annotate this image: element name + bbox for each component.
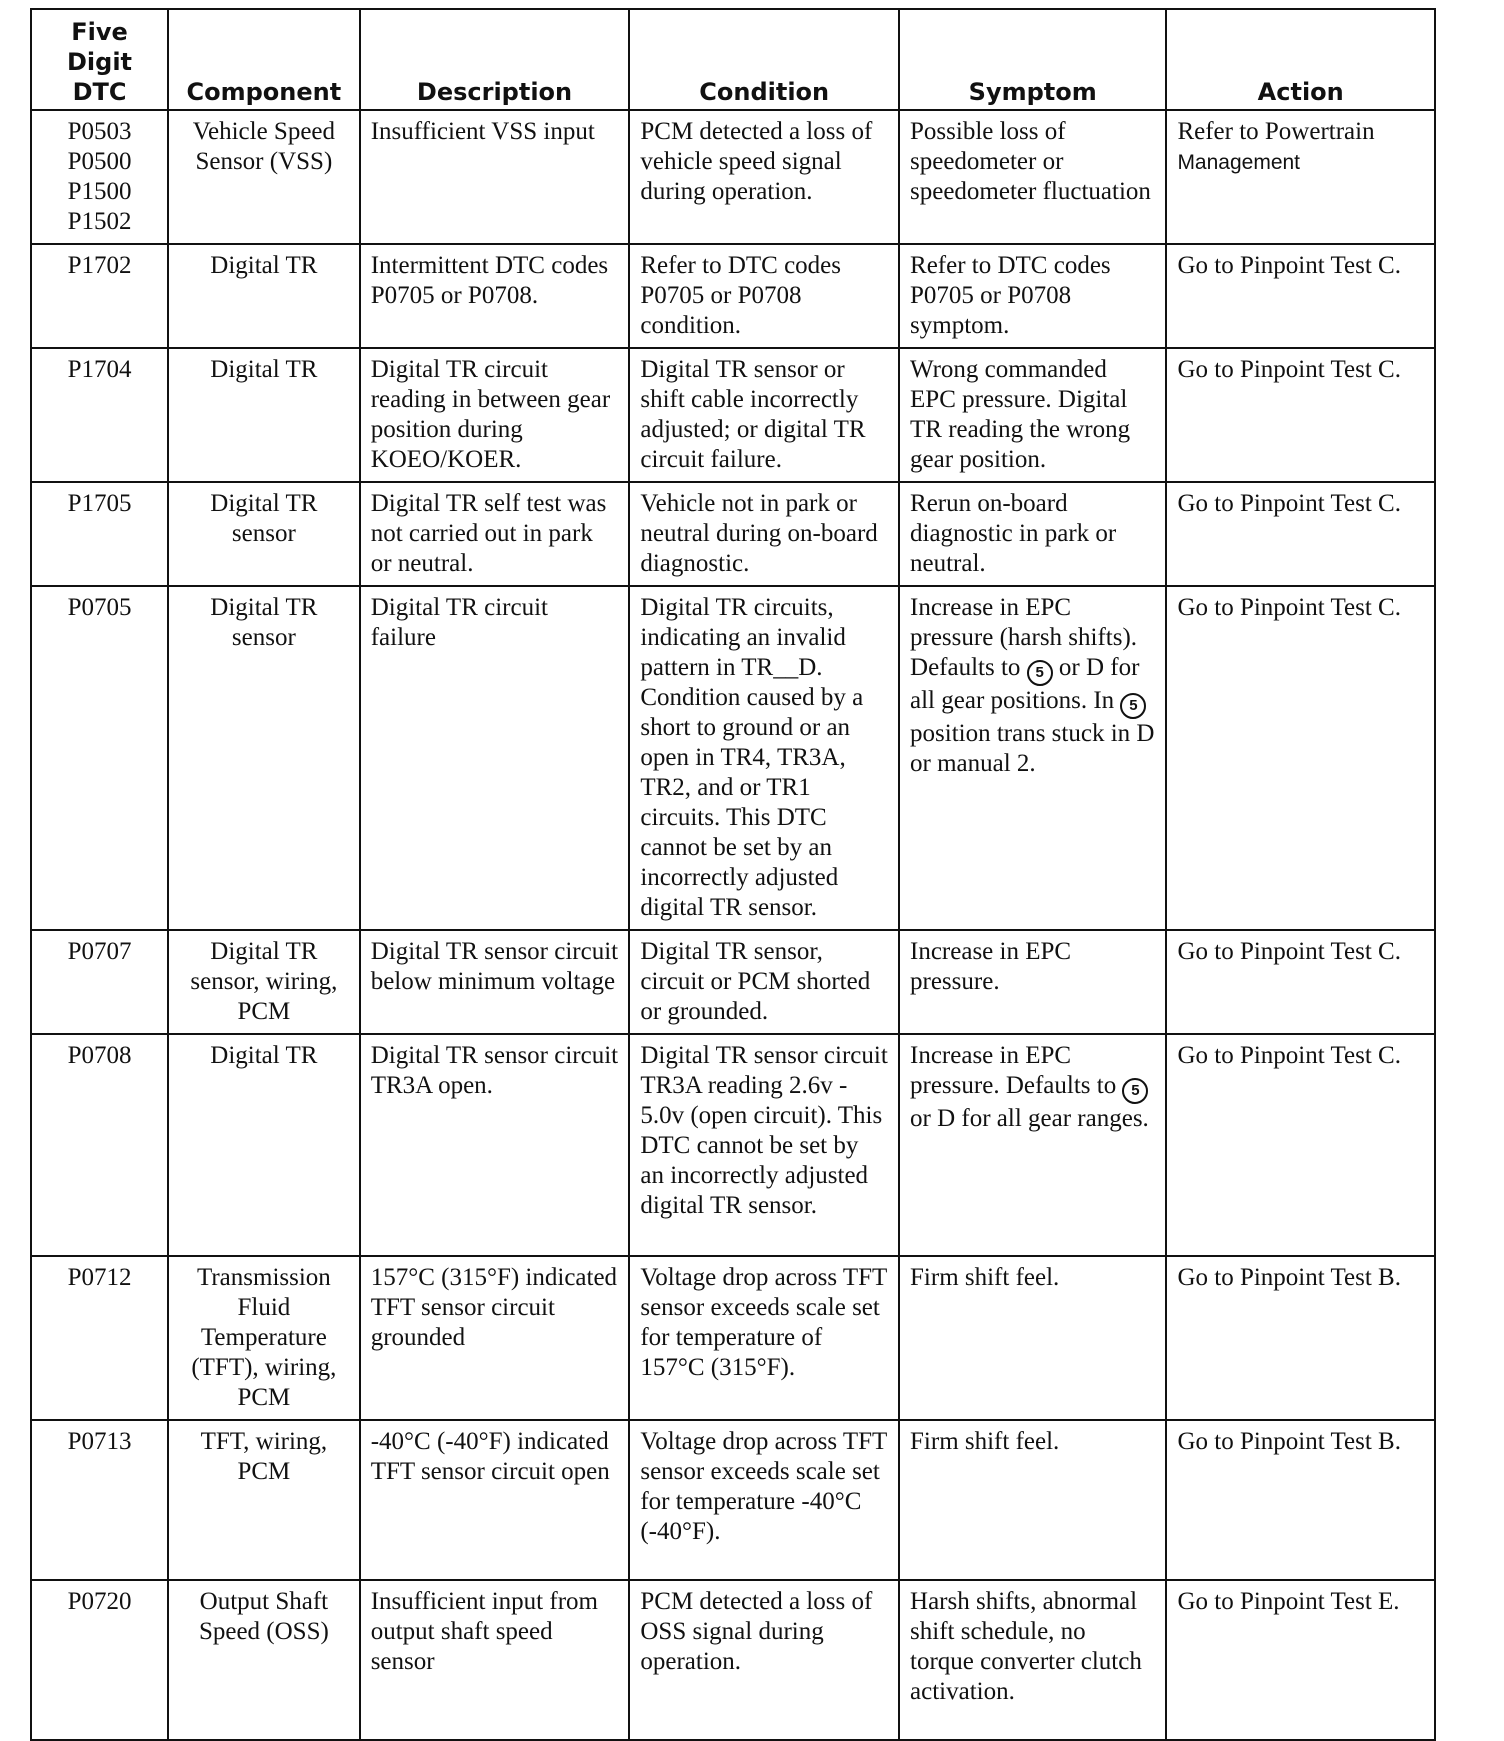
header-description: Description	[360, 9, 630, 110]
action-cell: Go to Pinpoint Test B.	[1166, 1256, 1435, 1420]
action-cell: Go to Pinpoint Test C.	[1166, 482, 1435, 586]
component-cell: Output Shaft Speed (OSS)	[168, 1580, 360, 1740]
table-row	[31, 1034, 1435, 1256]
component-cell: Digital TR sensor	[168, 586, 360, 930]
table-row	[31, 482, 1435, 586]
condition-cell: Refer to DTC codes P0705 or P0708 condition.	[629, 244, 899, 348]
condition-cell: Digital TR circuits, indicating an invalid pattern in TR__D. Condition caused by a short to ground or an open in TR4, TR3A, TR2, and or TR1 circuits. This DTC cannot be set by an incorrectly adjusted digital TR sensor.	[629, 586, 899, 930]
condition-cell: Digital TR sensor or shift cable incorrectly adjusted; or digital TR circuit failure.	[629, 348, 899, 482]
symptom-text: or D for all gear positions. In	[910, 654, 1140, 714]
action-cell: Go to Pinpoint Test C.	[1166, 1034, 1435, 1256]
description-cell: Insufficient VSS input	[360, 110, 630, 244]
condition-cell: Voltage drop across TFT sensor exceeds scale set for temperature -40°C (-40°F).	[629, 1420, 899, 1580]
header-row	[31, 9, 1435, 110]
action-cell: Go to Pinpoint Test B.	[1166, 1420, 1435, 1580]
action-text: Refer to Powertrain	[1177, 118, 1375, 145]
component-cell: Digital TR	[168, 244, 360, 348]
table-row	[31, 110, 1435, 244]
description-cell: Insufficient input from output shaft speed sensor	[360, 1580, 630, 1740]
table-row	[31, 1580, 1435, 1740]
dtc-code: P1702	[31, 244, 168, 348]
component-cell: Digital TR	[168, 1034, 360, 1256]
component-cell: Digital TR sensor, wiring, PCM	[168, 930, 360, 1034]
dtc-code: P0708	[31, 1034, 168, 1256]
symptom-cell: Firm shift feel.	[899, 1420, 1166, 1580]
symptom-cell	[899, 586, 1166, 930]
description-cell: Digital TR sensor circuit TR3A open.	[360, 1034, 630, 1256]
park-circle-symbol: 5	[1122, 1078, 1148, 1104]
symptom-cell: Rerun on-board diagnostic in park or neutral.	[899, 482, 1166, 586]
dtc-code: P0707	[31, 930, 168, 1034]
dtc-code: P0503 P0500 P1500 P1502	[31, 110, 168, 244]
action-cell	[1166, 110, 1435, 244]
description-cell: 157°C (315°F) indicated TFT sensor circuit grounded	[360, 1256, 630, 1420]
symptom-cell: Harsh shifts, abnormal shift schedule, no torque converter clutch activation.	[899, 1580, 1166, 1740]
action-cell: Go to Pinpoint Test C.	[1166, 348, 1435, 482]
action-cell: Go to Pinpoint Test C.	[1166, 244, 1435, 348]
dtc-code: P1705	[31, 482, 168, 586]
condition-cell: PCM detected a loss of OSS signal during operation.	[629, 1580, 899, 1740]
park-circle-symbol: 5	[1027, 660, 1053, 686]
dtc-code: P0713	[31, 1420, 168, 1580]
table-row	[31, 586, 1435, 930]
dtc-code: P0705	[31, 586, 168, 930]
component-cell: Digital TR	[168, 348, 360, 482]
header-symptom: Symptom	[899, 9, 1166, 110]
description-cell: Intermittent DTC codes P0705 or P0708.	[360, 244, 630, 348]
symptom-text: Increase in EPC pressure. Defaults to	[910, 1042, 1117, 1099]
park-circle-symbol: 5	[1120, 693, 1146, 719]
condition-cell: Voltage drop across TFT sensor exceeds scale set for temperature of 157°C (315°F).	[629, 1256, 899, 1420]
symptom-cell	[899, 1034, 1166, 1256]
header-condition: Condition	[629, 9, 899, 110]
dtc-code: P0720	[31, 1580, 168, 1740]
description-cell: -40°C (-40°F) indicated TFT sensor circuit open	[360, 1420, 630, 1580]
dtc-table	[30, 8, 1436, 1741]
action-cell: Go to Pinpoint Test C.	[1166, 930, 1435, 1034]
description-cell: Digital TR sensor circuit below minimum voltage	[360, 930, 630, 1034]
symptom-cell: Refer to DTC codes P0705 or P0708 symptom.	[899, 244, 1166, 348]
table-row	[31, 348, 1435, 482]
symptom-text: or D for all gear ranges.	[910, 1105, 1149, 1132]
symptom-cell: Wrong commanded EPC pressure. Digital TR reading the wrong gear position.	[899, 348, 1166, 482]
dtc-code: P0712	[31, 1256, 168, 1420]
description-cell: Digital TR circuit reading in between gear position during KOEO/KOER.	[360, 348, 630, 482]
action-cell: Go to Pinpoint Test C.	[1166, 586, 1435, 930]
symptom-text: position trans stuck in D or manual 2.	[910, 720, 1155, 777]
condition-cell: Digital TR sensor, circuit or PCM shorted or grounded.	[629, 930, 899, 1034]
action-cell: Go to Pinpoint Test E.	[1166, 1580, 1435, 1740]
dtc-code: P1704	[31, 348, 168, 482]
description-cell: Digital TR circuit failure	[360, 586, 630, 930]
header-action: Action	[1166, 9, 1435, 110]
condition-cell: Digital TR sensor circuit TR3A reading 2.6v - 5.0v (open circuit). This DTC cannot be set by an incorrectly adjusted digital TR sensor.	[629, 1034, 899, 1256]
condition-cell: PCM detected a loss of vehicle speed signal during operation.	[629, 110, 899, 244]
symptom-cell: Possible loss of speedometer or speedometer fluctuation	[899, 110, 1166, 244]
table-row	[31, 244, 1435, 348]
table-row	[31, 930, 1435, 1034]
component-cell: TFT, wiring, PCM	[168, 1420, 360, 1580]
header-dtc: Five Digit DTC	[31, 9, 168, 110]
component-cell: Digital TR sensor	[168, 482, 360, 586]
symptom-cell: Firm shift feel.	[899, 1256, 1166, 1420]
condition-cell: Vehicle not in park or neutral during on-board diagnostic.	[629, 482, 899, 586]
symptom-cell: Increase in EPC pressure.	[899, 930, 1166, 1034]
description-cell: Digital TR self test was not carried out in park or neutral.	[360, 482, 630, 586]
action-text-small: Management	[1177, 151, 1301, 174]
header-component: Component	[168, 9, 360, 110]
component-cell: Transmission Fluid Temperature (TFT), wiring, PCM	[168, 1256, 360, 1420]
table-row	[31, 1420, 1435, 1580]
component-cell: Vehicle Speed Sensor (VSS)	[168, 110, 360, 244]
symptom-text: Increase in EPC pressure (harsh shifts). Defaults to	[910, 594, 1138, 681]
table-row	[31, 1256, 1435, 1420]
